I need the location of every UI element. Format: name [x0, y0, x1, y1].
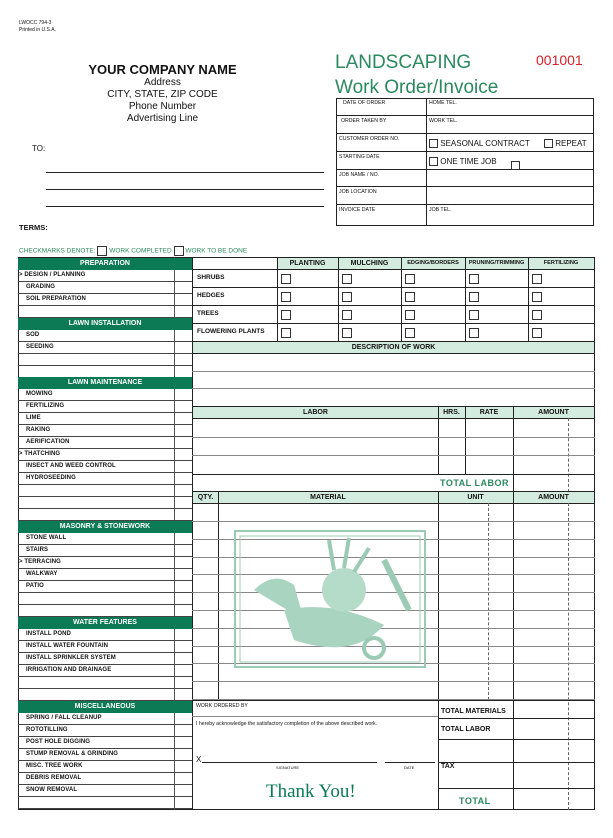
amount-header: AMOUNT — [538, 409, 569, 416]
service-item[interactable]: WALKWAY — [26, 571, 58, 577]
grid-checkbox[interactable] — [342, 274, 352, 284]
printed-label: Printed in U.S.A. — [19, 27, 56, 33]
service-item[interactable]: IRRIGATION AND DRAINAGE — [26, 667, 112, 673]
repeat-label: REPEAT — [555, 139, 587, 148]
company-phone: Phone Number — [128, 101, 197, 112]
service-item[interactable]: ROTOTILLING — [26, 727, 68, 733]
work-ordered-by-label: WORK ORDERED BY — [196, 703, 248, 709]
seasonal-contract-label: SEASONAL CONTRACT — [440, 139, 530, 148]
company-name: YOUR COMPANY NAME — [88, 62, 237, 77]
grid-checkbox[interactable] — [281, 310, 291, 320]
service-item[interactable]: SOIL PREPARATION — [26, 296, 86, 302]
extra-checkbox[interactable] — [511, 157, 520, 175]
section-preparation: PREPARATION — [18, 258, 192, 270]
checkmarks-legend — [19, 246, 247, 256]
seasonal-contract-option[interactable] — [429, 139, 530, 148]
grid-checkbox[interactable] — [342, 310, 352, 320]
terms-label: TERMS: — [19, 223, 48, 232]
grid-row-hedges: HEDGES — [197, 292, 225, 299]
labor-header: LABOR — [303, 409, 328, 416]
service-item[interactable]: HYDROSEEDING — [26, 475, 76, 481]
service-item[interactable]: RAKING — [26, 427, 51, 433]
invoice-number: 001001 — [536, 52, 583, 68]
grid-col-fertilizing: FERTILIZING — [543, 260, 579, 266]
work-tel-label: WORK TEL. — [429, 118, 458, 124]
service-item[interactable]: INSTALL POND — [26, 631, 71, 637]
one-time-job-label: ONE TIME JOB — [440, 157, 497, 166]
thank-you: Thank You! — [266, 781, 356, 802]
legend-completed-label: WORK COMPLETED — [109, 247, 172, 255]
service-item[interactable]: INSTALL SPRINKLER SYSTEM — [26, 655, 116, 661]
grid-checkbox[interactable] — [405, 328, 415, 338]
company-address: Address — [144, 77, 181, 88]
service-item[interactable]: INSTALL WATER FOUNTAIN — [26, 643, 109, 649]
total-labor-label: TOTAL LABOR — [440, 478, 509, 488]
grid-checkbox[interactable] — [342, 328, 352, 338]
service-item[interactable]: MOWING — [26, 391, 53, 397]
total-label: TOTAL — [459, 796, 491, 806]
grid-checkbox[interactable] — [532, 310, 542, 320]
company-advertising: Advertising Line — [126, 113, 199, 124]
service-item[interactable]: MISC. TREE WORK — [26, 763, 83, 769]
section-water: WATER FEATURES — [18, 617, 192, 629]
material-header: MATERIAL — [310, 494, 346, 501]
form-code: LWOCC 794-3 — [19, 20, 52, 26]
service-item[interactable]: > TERRACING — [19, 559, 61, 565]
grid-checkbox[interactable] — [281, 274, 291, 284]
qty-header: QTY. — [197, 494, 214, 501]
service-item[interactable]: PATIO — [26, 583, 44, 589]
extra-checkbox-box[interactable] — [511, 161, 520, 170]
title-landscaping: LANDSCAPING — [335, 52, 472, 73]
service-item[interactable]: POST HOLE DIGGING — [26, 739, 91, 745]
service-item[interactable]: > DESIGN / PLANNING — [19, 272, 86, 278]
rate-header: RATE — [479, 409, 499, 416]
grid-row-trees: TREES — [197, 310, 219, 317]
invoice-date-label: INVOICE DATE — [339, 207, 376, 213]
customer-order-label: CUSTOMER ORDER NO. — [339, 136, 400, 142]
grid-checkbox[interactable] — [532, 274, 542, 284]
grid-col-edging-borders: EDGING/BORDERS — [407, 260, 459, 266]
tax-label: TAX — [441, 763, 455, 770]
legend-todo-label: WORK TO BE DONE — [185, 247, 248, 255]
mat-amount-header: AMOUNT — [538, 494, 569, 501]
service-item[interactable]: SNOW REMOVAL — [26, 787, 78, 793]
section-lawn-maintenance: LAWN MAINTENANCE — [18, 377, 192, 389]
unit-header: UNIT — [467, 494, 484, 501]
seasonal-contract-checkbox[interactable] — [429, 139, 438, 148]
grid-checkbox[interactable] — [469, 292, 479, 302]
footer-total-labor-label: TOTAL LABOR — [441, 726, 491, 733]
grid-checkbox[interactable] — [532, 328, 542, 338]
grid-checkbox[interactable] — [281, 328, 291, 338]
grid-checkbox[interactable] — [405, 292, 415, 302]
grid-row-flowering-plants: FLOWERING PLANTS — [197, 328, 265, 335]
company-block — [40, 62, 285, 125]
legend-todo-box — [174, 246, 184, 256]
job-name-label: JOB NAME / NO. — [339, 172, 380, 178]
grid-checkbox[interactable] — [469, 328, 479, 338]
service-item[interactable]: SOD — [26, 332, 40, 338]
repeat-checkbox[interactable] — [544, 139, 553, 148]
service-item[interactable]: GRADING — [26, 284, 56, 290]
one-time-job-option[interactable] — [429, 157, 497, 166]
starting-date-label: STARTING DATE — [339, 154, 380, 160]
acknowledge-text: I hereby acknowledge the satisfactory completion of the above described work. — [196, 721, 378, 727]
grid-row-shrubs: SHRUBS — [197, 274, 225, 281]
to-label: TO: — [32, 144, 46, 153]
hrs-header: HRS. — [443, 409, 460, 416]
date-of-order-label: DATE OF ORDER — [343, 100, 386, 106]
grid-checkbox[interactable] — [342, 292, 352, 302]
service-item[interactable]: STONE WALL — [26, 535, 67, 541]
grid-col-pruning-trimming: PRUNING/TRIMMING — [468, 260, 525, 266]
grid-col-planting: PLANTING — [289, 260, 326, 267]
service-item[interactable]: AERIFICATION — [26, 439, 70, 445]
repeat-option[interactable] — [544, 139, 587, 148]
service-item[interactable]: INSECT AND WEED CONTROL — [26, 463, 116, 469]
wheelbarrow-illustration — [234, 530, 426, 668]
company-city: CITY, STATE, ZIP CODE — [107, 89, 218, 100]
section-lawn-installation: LAWN INSTALLATION — [18, 318, 192, 330]
job-location-label: JOB LOCATION — [339, 189, 377, 195]
grid-col-mulching: MULCHING — [350, 260, 389, 267]
grid-checkbox[interactable] — [469, 274, 479, 284]
grid-checkbox[interactable] — [469, 310, 479, 320]
service-item[interactable]: STUMP REMOVAL & GRINDING — [26, 751, 119, 757]
description-header: DESCRIPTION OF WORK — [351, 344, 436, 351]
grid-checkbox[interactable] — [281, 292, 291, 302]
service-item[interactable]: STAIRS — [26, 547, 49, 553]
service-item[interactable]: FERTILIZING — [26, 403, 65, 409]
signature-label: SIGNATURE — [276, 765, 300, 770]
signature-x: X — [196, 755, 202, 764]
service-item[interactable]: LIME — [26, 415, 41, 421]
service-item[interactable]: SPRING / FALL CLEANUP — [26, 715, 102, 721]
section-masonry: MASONRY & STONEWORK — [18, 521, 192, 533]
total-materials-label: TOTAL MATERIALS — [441, 708, 506, 715]
grid-checkbox[interactable] — [405, 310, 415, 320]
job-tel-label: JOB TEL. — [429, 207, 452, 213]
grid-checkbox[interactable] — [532, 292, 542, 302]
service-item[interactable]: > THATCHING — [19, 451, 61, 457]
date-label: DATE — [404, 765, 415, 770]
home-tel-label: HOME TEL. — [429, 100, 457, 106]
one-time-job-checkbox[interactable] — [429, 157, 438, 166]
order-taken-by-label: ORDER TAKEN BY — [341, 118, 387, 124]
checkmarks-label: CHECKMARKS DENOTE: — [19, 247, 96, 255]
section-misc: MISCELLANEOUS — [18, 701, 192, 713]
title-work-order: Work Order/Invoice — [335, 77, 499, 98]
service-item[interactable]: DEBRIS REMOVAL — [26, 775, 82, 781]
service-item[interactable]: SEEDING — [26, 344, 54, 350]
grid-checkbox[interactable] — [405, 274, 415, 284]
legend-completed-box — [97, 246, 107, 256]
